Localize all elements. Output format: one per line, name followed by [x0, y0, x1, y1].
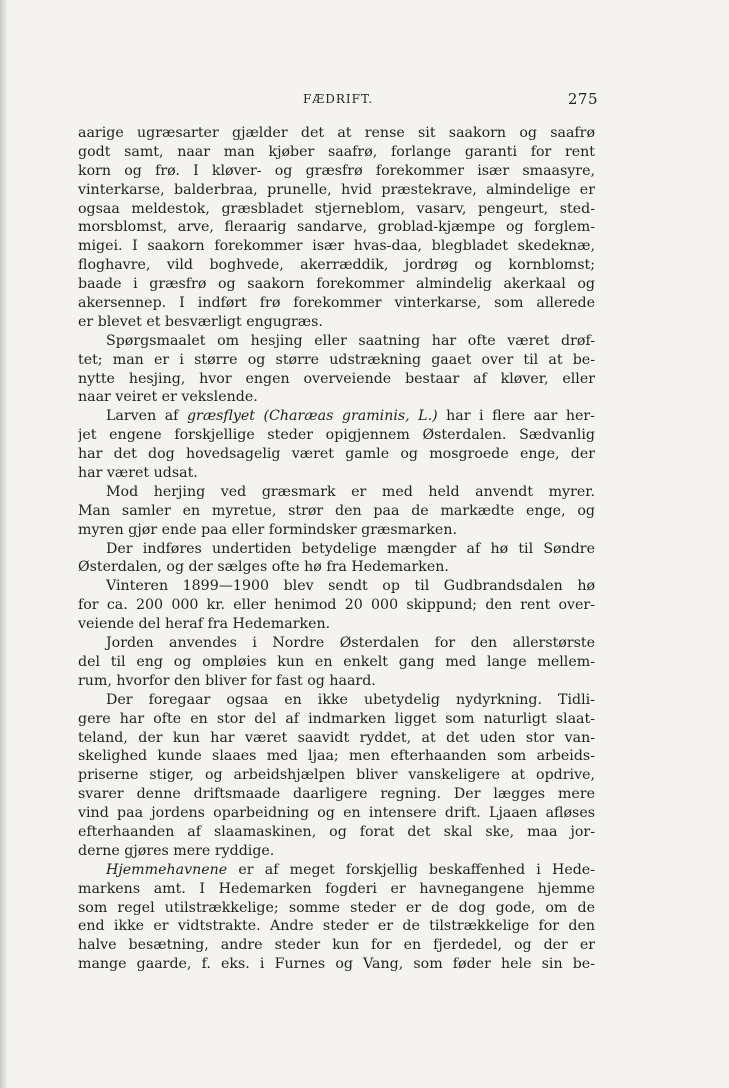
text-line: rum, hvorfor den bliver for fast og haard. — [78, 672, 376, 689]
text-line: derne gjøres mere ryddige. — [78, 842, 275, 859]
running-head — [78, 92, 598, 112]
running-title: FÆDRIFT. — [302, 92, 374, 106]
page-gutter-shadow — [0, 0, 8, 1088]
text-line: skelighed kunde slaaes med ljaa; men efterhaanden som arbeids- — [78, 748, 595, 765]
text-line: er blevet et besværligt engugræs. — [78, 313, 323, 330]
text-line: godt samt, naar man kjøber saafrø, forlange garanti for rent — [78, 143, 595, 160]
text-line: Vinteren 1899—1900 blev sendt op til Gudbrandsdalen hø — [106, 578, 595, 595]
text-line: Der indføres undertiden betydelige mængder af hø til Søndre — [106, 540, 595, 557]
text-line: ogsaa meldestok, græsbladet stjerneblom, vasarv, pengeurt, sted- — [78, 200, 595, 217]
text-line: korn og frø. I kløver- og græsfrø forekommer især smaasyre, — [78, 162, 595, 179]
text-line: halve besætning, andre steder kun for en fjerdedel, og der er — [78, 937, 595, 954]
text-line: veiende del heraf fra Hedemarken. — [78, 616, 331, 633]
text-line: migei. I saakorn forekommer især hvas-daa, blegbladet skedeknæ, — [78, 238, 595, 255]
text-line: Man samler en myretue, strør den paa de markædte enge, og — [78, 502, 595, 519]
text-fragment: har i flere aar her- — [437, 408, 595, 425]
text-line: Spørgsmaalet om hesjing eller saatning har ofte været drøf- — [106, 332, 595, 349]
page-number: 275 — [567, 90, 598, 108]
text-line: Der foregaar ogsaa en ikke ubetydelig nydyrkning. Tidli- — [106, 691, 595, 708]
text-line: Østerdalen, og der sælges ofte hø fra Hedemarken. — [78, 559, 449, 576]
text-fragment: Larven af — [106, 408, 187, 425]
text-line: vind paa jordens oparbeidning og en intensere drift. Ljaaen afløses — [78, 805, 595, 822]
text-line: naar veiret er vekslende. — [78, 389, 258, 406]
text-line: floghavre, vild boghvede, akerræddik, jordrøg og kornblomst; — [78, 257, 595, 274]
text-line: for ca. 200 000 kr. eller henimod 20 000 skippund; den rent over- — [78, 597, 595, 614]
text-line: Jorden anvendes i Nordre Østerdalen for den allerstørste — [106, 635, 595, 652]
text-line: som regel utilstrækkelige; somme steder er de dog gode, om de — [78, 899, 595, 916]
species-name: græsflyet (Charæas graminis, L.) — [186, 408, 438, 425]
text-line: baade i græsfrø og saakorn forekommer almindelig akerkaal og — [78, 276, 595, 293]
text-line: morsblomst, arve, fleraarig sandarve, groblad-kjæmpe og forglem- — [78, 219, 595, 236]
text-line: Mod herjing ved græsmark er med held anvendt myrer. — [106, 483, 595, 500]
text-line: nytte hesjing, hvor engen overveiende bestaar af kløver, eller — [78, 370, 595, 387]
text-line-larva — [78, 407, 595, 426]
text-line: vinterkarse, balderbraa, prunelle, hvid præstekrave, almindelige er — [78, 181, 595, 198]
text-line: har været udsat. — [78, 465, 198, 482]
text-line: svarer denne driftsmaade daarligere regning. Der lægges mere — [78, 786, 595, 803]
text-line: jet engene forskjellige steder opigjennem Østerdalen. Sædvanlig — [78, 427, 595, 444]
text-line: end ikke er vidtstrakte. Andre steder er de tilstrækkelige for den — [78, 918, 595, 935]
section-term: Hjemmehavnene — [106, 861, 228, 878]
text-line: markens amt. I Hedemarken fogderi er havnegangene hjemme — [78, 880, 595, 897]
text-line: tet; man er i større og større udstrækning gaaet over til at be- — [78, 351, 595, 368]
text-line: del til eng og ompløies kun en enkelt gang med lange mellem- — [78, 653, 595, 670]
text-line: efterhaanden af slaamaskinen, og forat det skal ske, maa jor- — [78, 823, 595, 840]
body-text — [78, 124, 595, 974]
text-line: har det dog hovedsagelig været gamle og mosgroede enge, der — [78, 446, 595, 463]
text-line: priserne stiger, og arbeidshjælpen bliver vanskeligere at opdrive, — [78, 767, 595, 784]
text-line: teland, der kun har været saavidt ryddet, at det uden stor van- — [78, 729, 595, 746]
text-line: myren gjør ende paa eller formindsker græsmarken. — [78, 521, 457, 538]
text-line: mange gaarde, f. eks. i Furnes og Vang, som føder hele sin be- — [78, 956, 595, 973]
text-line: gere har ofte en stor del af indmarken ligget som naturligt slaat- — [78, 710, 595, 727]
text-fragment: er af meget forskjellig beskaffenhed i Hede- — [238, 861, 595, 878]
text-line: aarige ugræsarter gjælder det at rense sit saakorn og saafrø — [78, 125, 595, 141]
text-line-pasture — [78, 861, 595, 880]
text-line: akersennep. I indført frø forekommer vinterkarse, som allerede — [78, 295, 595, 312]
